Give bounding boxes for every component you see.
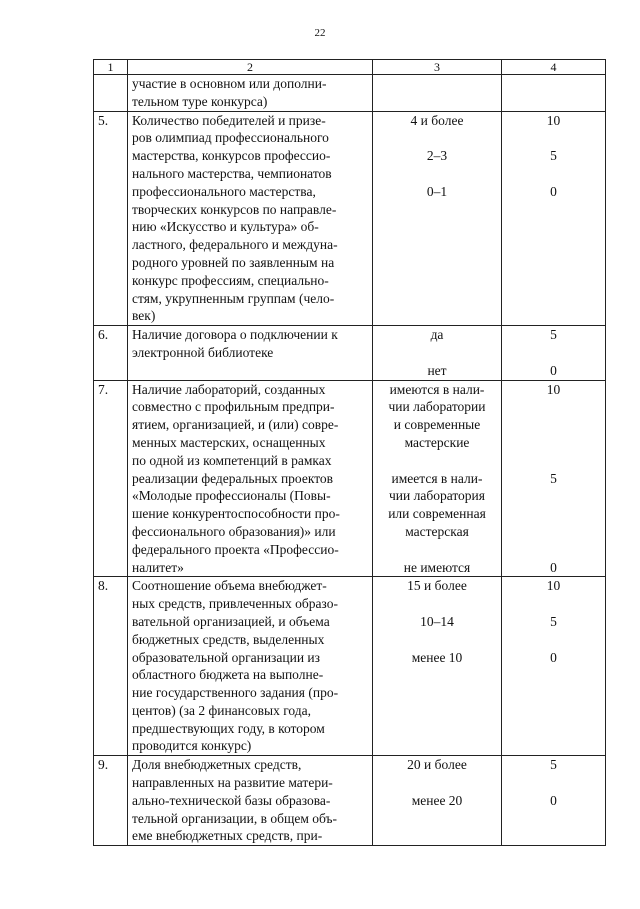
criterion-option: или современная xyxy=(388,506,486,522)
description-line: мастерства, конкурсов профессио- xyxy=(132,148,331,164)
description-line: конкурс профессиям, специально- xyxy=(132,272,329,288)
spacer xyxy=(377,129,497,147)
spacer xyxy=(377,452,497,470)
spacer xyxy=(506,398,601,416)
table-header-row xyxy=(94,60,606,75)
row-number-cell: 8. xyxy=(94,577,128,756)
spacer xyxy=(377,631,497,649)
description-line: творческих конкурсов по направле- xyxy=(132,201,337,217)
criterion-option: имеется в нали- xyxy=(391,470,483,486)
spacer xyxy=(506,774,601,792)
description-line: бюджетных средств, выделенных xyxy=(132,631,325,647)
score-value: 5 xyxy=(550,148,557,164)
description-line: проводится конкурс) xyxy=(132,738,252,754)
description-line: родного уровней по заявленным на xyxy=(132,254,335,270)
description-cell xyxy=(128,326,373,380)
score-cell xyxy=(502,577,606,756)
description-line: по одной из компетенций в рамках xyxy=(132,452,332,468)
header-cell: 2 xyxy=(128,60,373,75)
description-line: век) xyxy=(132,308,156,324)
spacer xyxy=(506,631,601,649)
criterion-option: да xyxy=(430,327,444,343)
description-line: ятием, организацией, и (или) совре- xyxy=(132,417,339,433)
criterion-option: чии лаборатория xyxy=(388,488,485,504)
description-line: фессионального образования)» или xyxy=(132,523,336,539)
criterion-option: 10–14 xyxy=(420,613,454,629)
spacer xyxy=(506,523,601,541)
description-line: ров олимпиад профессионального xyxy=(132,130,329,146)
spacer xyxy=(377,165,497,183)
criterion-cell xyxy=(373,577,502,756)
criterion-option: 0–1 xyxy=(426,183,448,199)
spacer xyxy=(506,595,601,613)
description-line: образовательной организации из xyxy=(132,649,320,665)
score-value: 5 xyxy=(550,613,557,629)
criterion-option: 4 и более xyxy=(410,112,464,128)
score-value: 0 xyxy=(550,559,557,575)
description-line: ально-технической базы образова- xyxy=(132,792,331,808)
description-line: ных средств, привлеченных образо- xyxy=(132,596,338,612)
score-value: 5 xyxy=(550,327,557,343)
criterion-option: нет xyxy=(427,362,447,378)
spacer xyxy=(506,129,601,147)
score-cell xyxy=(502,756,606,846)
description-line: менных мастерских, оснащенных xyxy=(132,434,326,450)
spacer xyxy=(506,452,601,470)
score-cell xyxy=(502,75,606,112)
criteria-table xyxy=(93,59,606,846)
description-line: ластного, федерального и междуна- xyxy=(132,237,338,253)
criterion-option: менее 10 xyxy=(411,649,463,665)
header-cell: 4 xyxy=(502,60,606,75)
description-line: направленных на развитие матери- xyxy=(132,775,333,791)
description-line: нию «Искусство и культура» об- xyxy=(132,219,319,235)
table-row xyxy=(94,380,606,577)
row-number-cell xyxy=(94,75,128,112)
table-row xyxy=(94,111,606,326)
description-line: тельном туре конкурса) xyxy=(132,93,268,109)
criterion-option: 15 и более xyxy=(407,578,467,594)
spacer xyxy=(506,505,601,523)
score-value: 10 xyxy=(546,578,561,594)
description-line: ние государственного задания (про- xyxy=(132,685,339,701)
criterion-option: мастерская xyxy=(405,523,469,539)
spacer xyxy=(506,434,601,452)
description-cell xyxy=(128,756,373,846)
description-cell xyxy=(128,380,373,577)
criterion-option: мастерские xyxy=(404,434,470,450)
row-number-cell: 5. xyxy=(94,111,128,326)
criterion-cell xyxy=(373,756,502,846)
score-value: 0 xyxy=(550,792,557,808)
criterion-option: менее 20 xyxy=(411,792,463,808)
description-line: вательной организацией, и объема xyxy=(132,613,330,629)
header-cell: 3 xyxy=(373,60,502,75)
score-value: 10 xyxy=(546,381,561,397)
table-row xyxy=(94,577,606,756)
description-line: Количество победителей и призе- xyxy=(132,112,326,128)
spacer xyxy=(506,541,601,559)
row-number-cell: 9. xyxy=(94,756,128,846)
table-row xyxy=(94,326,606,380)
score-value: 10 xyxy=(546,112,561,128)
criterion-option: и современные xyxy=(393,417,481,433)
description-line: участие в основном или дополни- xyxy=(132,76,327,91)
description-line: Доля внебюджетных средств, xyxy=(132,757,302,773)
score-cell xyxy=(502,380,606,577)
table-row xyxy=(94,756,606,846)
criterion-cell xyxy=(373,75,502,112)
criterion-option: 2–3 xyxy=(426,148,448,164)
description-line: предшествующих году, в котором xyxy=(132,720,325,736)
description-cell xyxy=(128,75,373,112)
description-line: еме внебюджетных средств, при- xyxy=(132,828,323,844)
spacer xyxy=(506,165,601,183)
description-cell xyxy=(128,577,373,756)
description-cell xyxy=(128,111,373,326)
spacer xyxy=(506,487,601,505)
score-value: 0 xyxy=(550,183,557,199)
description-line: электронной библиотеке xyxy=(132,344,274,360)
row-number-cell: 6. xyxy=(94,326,128,380)
criterion-option: 20 и более xyxy=(407,757,467,773)
description-line: центов) (за 2 финансовых года, xyxy=(132,702,312,718)
description-line: «Молодые профессионалы (Повы- xyxy=(132,488,331,504)
description-line: Наличие лабораторий, созданных xyxy=(132,381,326,397)
description-line: налитет» xyxy=(132,559,184,575)
criterion-option: чии лаборатории xyxy=(388,399,486,415)
description-line: нального мастерства, чемпионатов xyxy=(132,165,332,181)
spacer xyxy=(377,344,497,362)
description-line: Наличие договора о подключении к xyxy=(132,327,338,343)
description-line: областного бюджета на выполне- xyxy=(132,667,324,683)
criterion-option: имеются в нали- xyxy=(389,381,485,397)
spacer xyxy=(506,344,601,362)
score-cell xyxy=(502,326,606,380)
score-cell xyxy=(502,111,606,326)
spacer xyxy=(377,541,497,559)
description-line: шение конкурентоспособности про- xyxy=(132,506,340,522)
description-line: стям, укрупненным группам (чело- xyxy=(132,290,335,306)
description-line: Соотношение объема внебюджет- xyxy=(132,578,327,594)
score-value: 5 xyxy=(550,470,557,486)
score-value: 0 xyxy=(550,362,557,378)
spacer xyxy=(506,416,601,434)
description-line: совместно с профильным предпри- xyxy=(132,399,335,415)
row-number-cell: 7. xyxy=(94,380,128,577)
criterion-cell xyxy=(373,111,502,326)
table-row xyxy=(94,75,606,112)
description-line: профессионального мастерства, xyxy=(132,183,316,199)
description-line: реализации федеральных проектов xyxy=(132,470,334,486)
criterion-option: не имеются xyxy=(403,559,471,575)
criterion-cell xyxy=(373,326,502,380)
spacer xyxy=(377,595,497,613)
criterion-cell xyxy=(373,380,502,577)
score-value: 5 xyxy=(550,757,557,773)
description-line: федерального проекта «Профессио- xyxy=(132,541,339,557)
description-line: тельной организации, в общем объ- xyxy=(132,810,338,826)
page-number: 22 xyxy=(314,27,326,39)
header-cell: 1 xyxy=(94,60,128,75)
spacer xyxy=(377,774,497,792)
score-value: 0 xyxy=(550,649,557,665)
